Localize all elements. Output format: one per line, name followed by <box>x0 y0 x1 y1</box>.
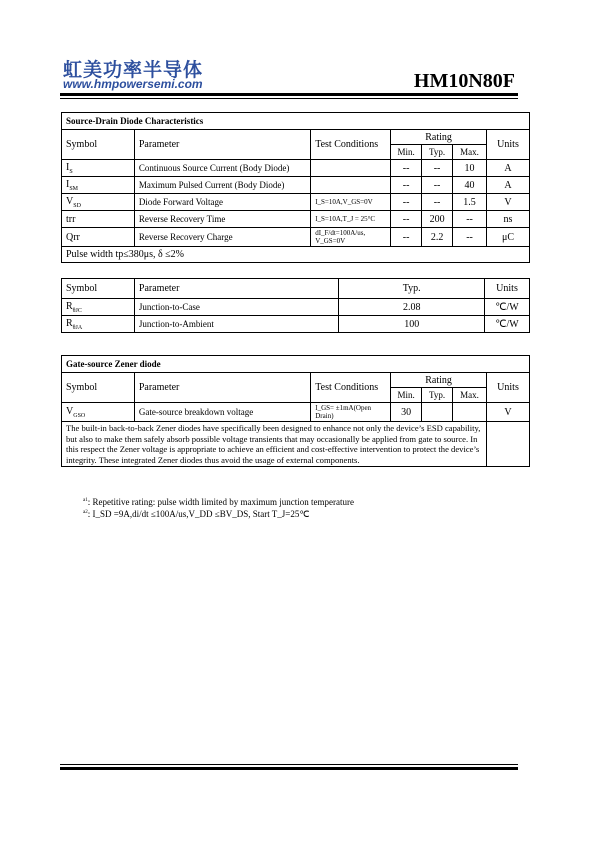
typ-cell: 2.2 <box>422 228 453 247</box>
table-row <box>62 403 530 422</box>
col-header-typ: Typ. <box>422 145 453 160</box>
source-drain-diode-table <box>61 112 530 263</box>
unit-cell: A <box>487 160 530 177</box>
company-logo-chinese: 虹美功率半导体 <box>63 59 204 81</box>
max-cell: -- <box>453 211 487 228</box>
col-header-typ: Typ. <box>339 279 485 299</box>
max-cell: -- <box>453 228 487 247</box>
col-header-symbol: Symbol <box>62 130 135 160</box>
min-cell: -- <box>391 160 422 177</box>
zener-description: The built-in back-to-back Zener diodes have specifically been designed to enhance not only the device’s ESD capability, but also to make them safely absorb possible voltage transients that may occasionally be applied from gate to source. In this respect the Zener voltage is appropriate to achieve an efficient and cost-effective intervention to protect the device’s integrity. These integrated Zener diodes thus avoid the usage of external components. <box>62 422 487 467</box>
parameter-cell: Reverse Recovery Charge <box>134 228 310 247</box>
col-header-units: Units <box>487 373 530 403</box>
symbol-cell: $R_{\theta JA}$ <box>62 316 135 333</box>
parameter-cell: Junction-to-Ambient <box>134 316 339 333</box>
col-header-min: Min. <box>391 388 422 403</box>
min-cell: -- <box>391 177 422 194</box>
max-cell: 40 <box>453 177 487 194</box>
typ-cell: 2.08 <box>339 299 485 316</box>
note-1: $^{a1}$: Repetitive rating: pulse width limited by maximum junction temperature <box>83 497 354 507</box>
company-website: www.hmpowersemi.com <box>63 77 203 91</box>
header-rule-thick <box>60 93 518 96</box>
min-cell: -- <box>391 228 422 247</box>
symbol-cell: $R_{\theta JC}$ <box>62 299 135 316</box>
col-header-conditions: Test Conditions <box>311 130 391 160</box>
symbol-cell: $V_{SD}$ <box>62 194 135 211</box>
symbol-cell: $V_{GSO}$ <box>62 403 135 422</box>
col-header-conditions: Test Conditions <box>311 373 391 403</box>
conditions-cell: I_S=10A,T_J = 25°C <box>311 211 391 228</box>
unit-cell: μC <box>487 228 530 247</box>
parameter-cell: Gate-source breakdown voltage <box>134 403 310 422</box>
col-header-rating: Rating <box>391 373 487 388</box>
typ-cell: 200 <box>422 211 453 228</box>
unit-cell: ns <box>487 211 530 228</box>
col-header-parameter: Parameter <box>134 279 339 299</box>
max-cell <box>453 403 487 422</box>
header-rule-thin <box>60 98 518 99</box>
table-title: Gate-source Zener diode <box>62 356 530 373</box>
table-row <box>62 160 530 177</box>
col-header-symbol: Symbol <box>62 373 135 403</box>
min-cell: 30 <box>391 403 422 422</box>
table-row <box>62 194 530 211</box>
table-row <box>62 316 530 333</box>
conditions-cell <box>311 177 391 194</box>
unit-cell: V <box>487 403 530 422</box>
col-header-max: Max. <box>453 145 487 160</box>
unit-cell: ℃/W <box>485 299 530 316</box>
parameter-cell: Junction-to-Case <box>134 299 339 316</box>
col-header-min: Min. <box>391 145 422 160</box>
footer-rule-thin <box>60 764 518 765</box>
footer-rule-thick <box>60 767 518 770</box>
symbol-cell: $I_S$ <box>62 160 135 177</box>
col-header-parameter: Parameter <box>134 130 310 160</box>
table-row <box>62 299 530 316</box>
symbol-cell: $I_{SM}$ <box>62 177 135 194</box>
table-row <box>62 211 530 228</box>
conditions-cell <box>311 160 391 177</box>
parameter-cell: Diode Forward Voltage <box>134 194 310 211</box>
col-header-units: Units <box>485 279 530 299</box>
parameter-cell: Continuous Source Current (Body Diode) <box>134 160 310 177</box>
col-header-max: Max. <box>453 388 487 403</box>
col-header-typ: Typ. <box>422 388 453 403</box>
col-header-parameter: Parameter <box>134 373 310 403</box>
table-row <box>62 177 530 194</box>
col-header-units: Units <box>487 130 530 160</box>
unit-cell: V <box>487 194 530 211</box>
conditions-cell: I_S=10A,V_GS=0V <box>311 194 391 211</box>
typ-cell <box>422 403 453 422</box>
max-cell: 10 <box>453 160 487 177</box>
conditions-cell: I_GS= ±1mA(Open Drain) <box>311 403 391 422</box>
thermal-resistance-table <box>61 278 530 333</box>
unit-cell: ℃/W <box>485 316 530 333</box>
typ-cell: -- <box>422 177 453 194</box>
min-cell: -- <box>391 194 422 211</box>
parameter-cell: Reverse Recovery Time <box>134 211 310 228</box>
typ-cell: -- <box>422 194 453 211</box>
symbol-cell: Qrr <box>62 228 135 247</box>
note-2: $^{a2}$: I_SD =9A,di/dt ≤100A/us,V_DD ≤BV_DS, Start T_J=25℃ <box>83 509 310 519</box>
max-cell: 1.5 <box>453 194 487 211</box>
unit-cell: A <box>487 177 530 194</box>
typ-cell: 100 <box>339 316 485 333</box>
col-header-symbol: Symbol <box>62 279 135 299</box>
part-number: HM10N80F <box>413 70 515 92</box>
table-row <box>62 228 530 247</box>
typ-cell: -- <box>422 160 453 177</box>
table-title: Source-Drain Diode Characteristics <box>62 113 530 130</box>
col-header-rating: Rating <box>391 130 487 145</box>
symbol-cell: trr <box>62 211 135 228</box>
conditions-cell: dI_F/dt=100A/us, V_GS=0V <box>311 228 391 247</box>
parameter-cell: Maximum Pulsed Current (Body Diode) <box>134 177 310 194</box>
zener-diode-table <box>61 355 530 467</box>
min-cell: -- <box>391 211 422 228</box>
pulse-footnote: Pulse width tp≤380μs, δ ≤2% <box>62 247 530 263</box>
